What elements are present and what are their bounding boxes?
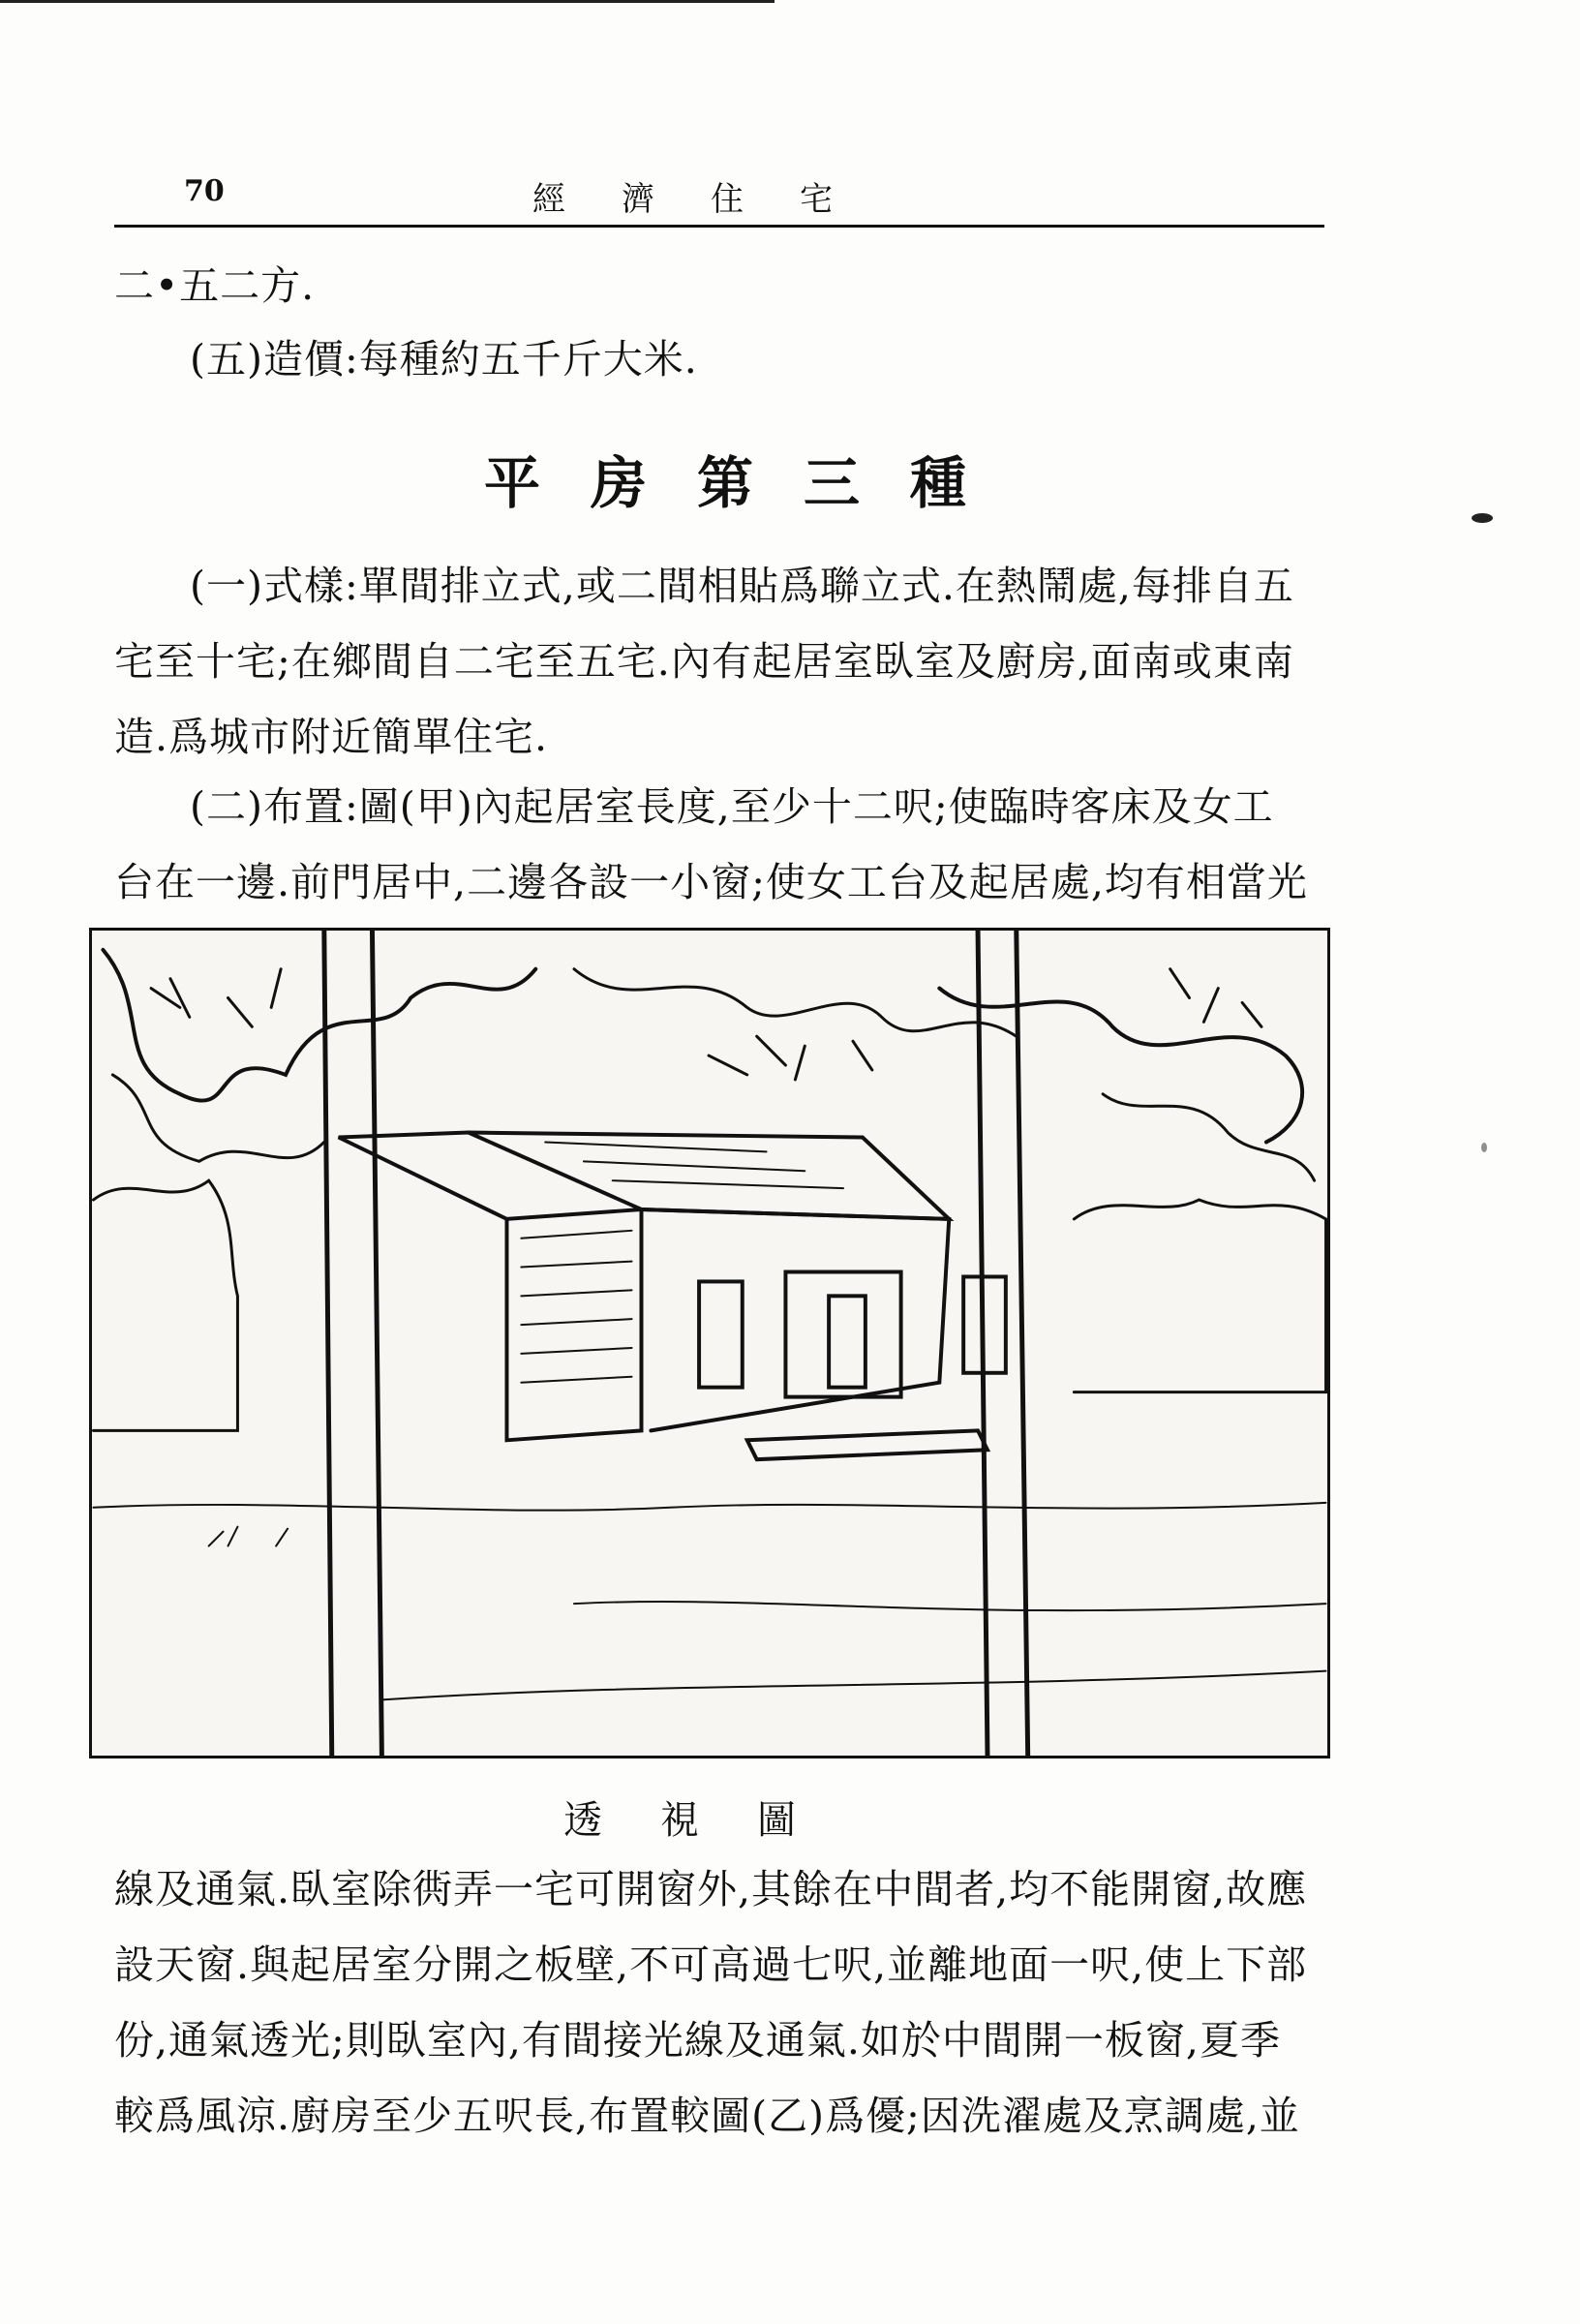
continuation-line: 二•五二方. — [114, 262, 316, 309]
house — [339, 1133, 1006, 1460]
tree-trunks — [324, 931, 1028, 1756]
after-figure-line-2: 設天窗.與起居室分開之板壁,不可高過七呎,並離地面一呎,使上下部 — [114, 1942, 1308, 1988]
page-number: 70 — [184, 174, 225, 208]
after-figure-line-4: 較爲風涼.廚房至少五呎長,布置較圖(乙)爲優;因洗濯處及烹調處,並 — [114, 2093, 1300, 2139]
after-figure-line-1: 線及通氣.臥室除衖弄一宅可開窗外,其餘在中間者,均不能開窗,故應 — [114, 1866, 1308, 1912]
layout-item-line-1: (二)布置:圖(甲)內起居室長度,至少十二呎;使臨時客床及女工 — [190, 783, 1274, 830]
header-rule — [114, 225, 1324, 228]
section-title: 平房第三種 — [484, 450, 1018, 516]
style-item-line-3: 造.爲城市附近簡單住宅. — [114, 714, 549, 760]
ink-speck — [1481, 1143, 1487, 1152]
style-item-line-2: 宅至十宅;在鄉間自二宅至五宅.內有起居室臥室及廚房,面南或東南 — [114, 638, 1294, 685]
layout-item-line-2: 台在一邊.前門居中,二邊各設一小窗;使女工台及起居處,均有相當光 — [114, 859, 1308, 905]
tree-canopy — [103, 950, 1314, 1180]
figure-caption: 透視圖 — [563, 1798, 854, 1843]
background-bushes — [93, 1180, 1325, 1430]
style-item-line-1: (一)式樣:單間排立式,或二間相貼爲聯立式.在熱鬧處,每排自五 — [190, 563, 1294, 609]
after-figure-line-3: 份,通氣透光;則臥室內,有間接光線及通氣.如於中間開一板窗,夏季 — [114, 2017, 1281, 2064]
cost-item: (五)造價:每種約五千斤大米. — [190, 336, 698, 382]
perspective-drawing — [89, 928, 1330, 1758]
scan-top-edge-line — [0, 0, 775, 3]
ground — [93, 1503, 1325, 1700]
page-header — [184, 172, 1326, 221]
ink-speck — [1472, 513, 1493, 523]
running-title: 經濟住宅 — [532, 180, 889, 219]
